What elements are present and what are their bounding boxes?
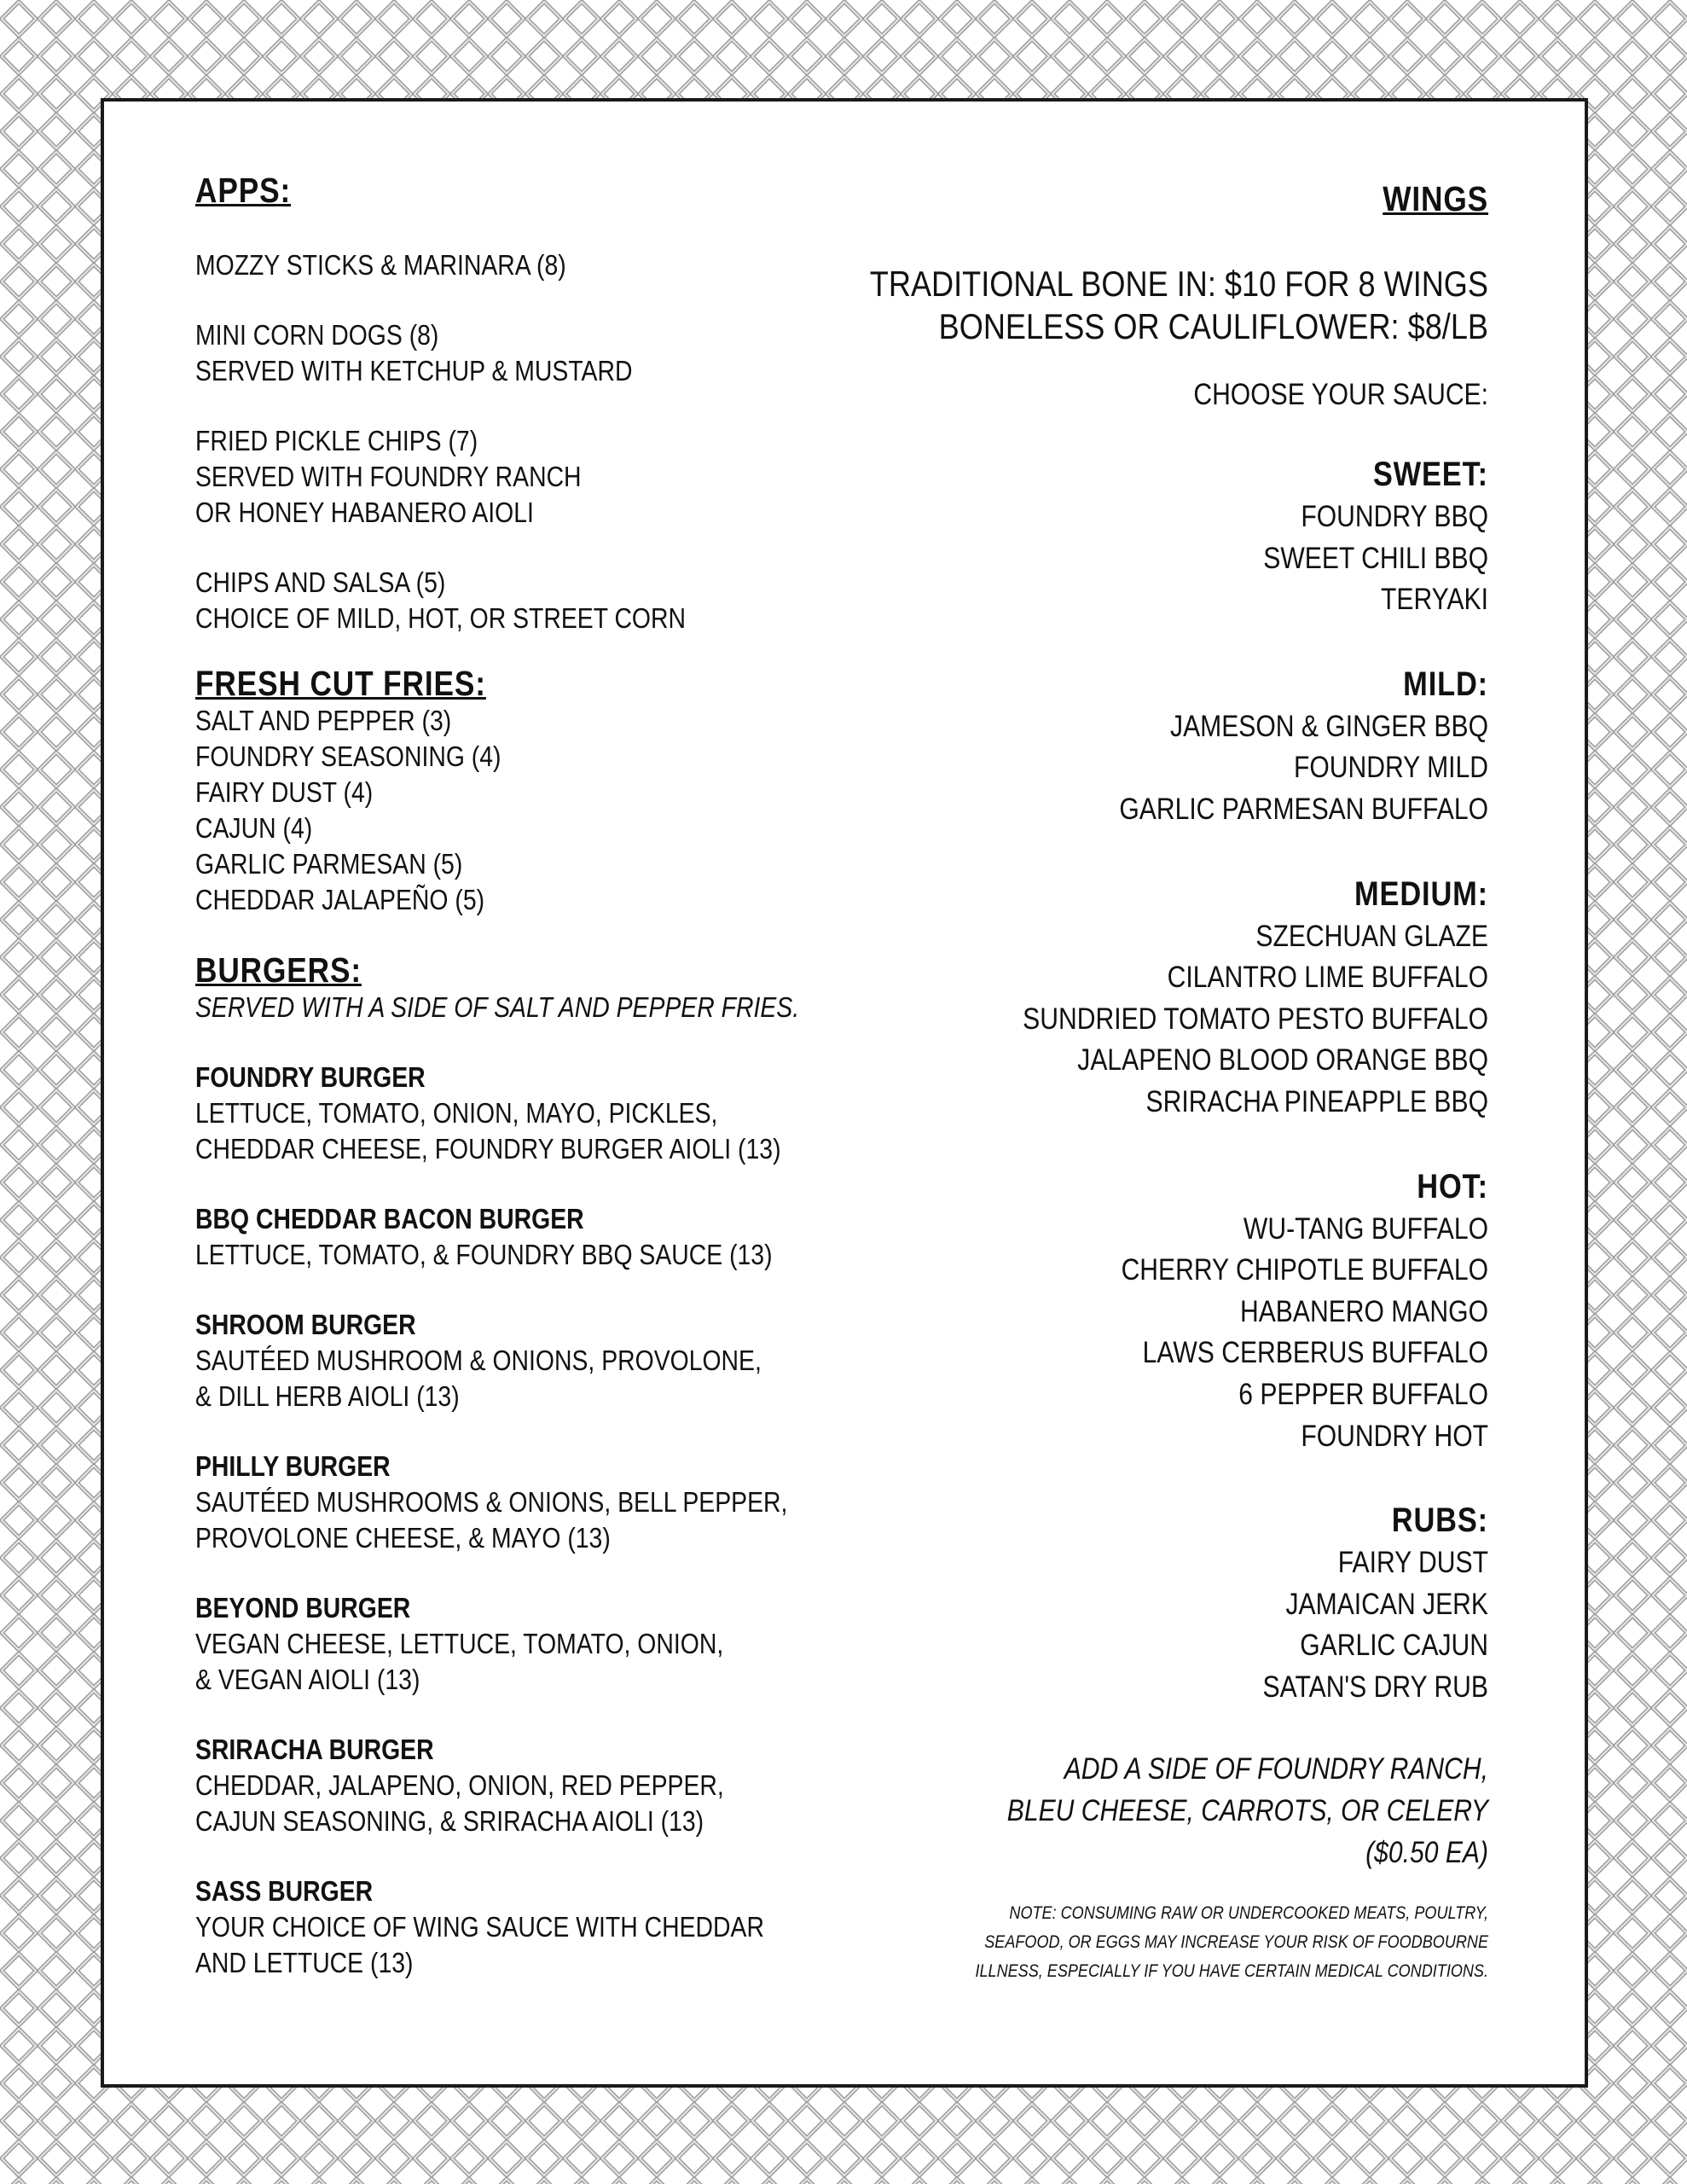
burger-desc: AND LETTUCE (13)	[195, 1947, 414, 1978]
sides-line: ADD A SIDE OF FOUNDRY RANCH,	[1064, 1752, 1488, 1786]
sauce-group-mild	[721, 662, 1488, 831]
sauce-group-title: MEDIUM:	[1354, 874, 1488, 913]
sauce-item: SUNDRIED TOMATO PESTO BUFFALO	[1023, 1002, 1488, 1036]
right-column	[721, 171, 1488, 1986]
item-line: MINI CORN DOGS (8)	[195, 319, 439, 351]
burger-desc: VEGAN CHEESE, LETTUCE, TOMATO, ONION,	[195, 1628, 724, 1659]
sauce-item: JAMESON & GINGER BBQ	[1170, 709, 1488, 743]
sides-line: BLEU CHEESE, CARROTS, OR CELERY	[1006, 1794, 1488, 1828]
burger-desc: PROVOLONE CHEESE, & MAYO (13)	[195, 1522, 611, 1554]
burgers-heading: BURGERS:	[195, 950, 362, 990]
burger-desc: YOUR CHOICE OF WING SAUCE WITH CHEDDAR	[195, 1911, 764, 1943]
disclaimer-line: NOTE: CONSUMING RAW OR UNDERCOOKED MEATS, POULTRY,	[1009, 1903, 1488, 1924]
sauce-group-rubs	[721, 1498, 1488, 1708]
burger-desc: CAJUN SEASONING, & SRIRACHA AIOLI (13)	[195, 1805, 704, 1837]
fries-item: SALT AND PEPPER (3)	[195, 705, 452, 736]
fries-item: GARLIC PARMESAN (5)	[195, 848, 463, 880]
item-line: CHOICE OF MILD, HOT, OR STREET CORN	[195, 602, 687, 634]
sauce-item: FOUNDRY BBQ	[1301, 500, 1488, 533]
disclaimer-line: SEAFOOD, OR EGGS MAY INCREASE YOUR RISK OF FOODBOURNE	[984, 1932, 1488, 1953]
sauce-item: GARLIC PARMESAN BUFFALO	[1119, 792, 1488, 826]
sauce-group-title: RUBS:	[1391, 1502, 1488, 1540]
burger-desc: LETTUCE, TOMATO, ONION, MAYO, PICKLES,	[195, 1097, 718, 1129]
burger-name: FOUNDRY BURGER	[195, 1061, 426, 1093]
wings-heading: WINGS	[1383, 179, 1488, 218]
sauce-item: CILANTRO LIME BUFFALO	[1167, 961, 1488, 995]
sauce-group-title: HOT:	[1417, 1167, 1488, 1205]
item-line: SERVED WITH FOUNDRY RANCH	[195, 461, 582, 492]
burger-desc: SAUTÉED MUSHROOMS & ONIONS, BELL PEPPER,	[195, 1486, 788, 1518]
wings-price-line: TRADITIONAL BONE IN: $10 FOR 8 WINGS	[869, 264, 1488, 304]
burger-name: SRIRACHA BURGER	[195, 1734, 434, 1765]
burger-desc: & VEGAN AIOLI (13)	[195, 1664, 420, 1695]
item-line: SERVED WITH KETCHUP & MUSTARD	[195, 355, 633, 386]
burger-name: SASS BURGER	[195, 1875, 374, 1907]
sauce-item: GARLIC CAJUN	[1300, 1629, 1488, 1663]
fries-item: CHEDDAR JALAPEÑO (5)	[195, 884, 485, 915]
sides-line: ($0.50 EA)	[1365, 1835, 1488, 1869]
sauce-item: HABANERO MANGO	[1239, 1294, 1488, 1328]
burger-desc: SAUTÉED MUSHROOM & ONIONS, PROVOLONE,	[195, 1345, 762, 1376]
sauce-item: FAIRY DUST	[1337, 1546, 1488, 1580]
sauce-group-sweet	[721, 452, 1488, 621]
sauce-item: WU-TANG BUFFALO	[1243, 1211, 1488, 1246]
sauce-item: LAWS CERBERUS BUFFALO	[1142, 1336, 1488, 1370]
sauce-item: CHERRY CHIPOTLE BUFFALO	[1121, 1253, 1488, 1287]
apps-heading: APPS:	[195, 171, 292, 210]
sauce-item: FOUNDRY MILD	[1293, 751, 1488, 785]
sauce-item: SZECHUAN GLAZE	[1255, 919, 1488, 953]
fries-item: FOUNDRY SEASONING (4)	[195, 741, 501, 772]
wings-price-line: BONELESS OR CAULIFLOWER: $8/LB	[938, 306, 1488, 346]
sauce-item: SWEET CHILI BBQ	[1263, 541, 1488, 575]
sauce-item: FOUNDRY HOT	[1301, 1419, 1488, 1453]
fries-item: CAJUN (4)	[195, 812, 313, 844]
sides-note	[721, 1749, 1488, 1873]
item-line: MOZZY STICKS & MARINARA (8)	[195, 249, 566, 281]
burger-desc: CHEDDAR, JALAPENO, ONION, RED PEPPER,	[195, 1769, 724, 1801]
burger-name: PHILLY BURGER	[195, 1450, 391, 1482]
disclaimer-line: ILLNESS, ESPECIALLY IF YOU HAVE CERTAIN MEDICAL CONDITIONS.	[975, 1961, 1488, 1982]
wings-prices	[721, 263, 1488, 348]
sauce-item: SRIRACHA PINEAPPLE BBQ	[1145, 1084, 1488, 1118]
burger-name: BEYOND BURGER	[195, 1592, 411, 1623]
health-disclaimer	[721, 1899, 1488, 1986]
choose-sauce-label: CHOOSE YOUR SAUCE:	[1193, 378, 1488, 411]
sauce-item: JAMAICAN JERK	[1285, 1587, 1488, 1621]
sauce-item: TERYAKI	[1380, 583, 1488, 617]
burgers-subtitle: SERVED WITH A SIDE OF SALT AND PEPPER FRIES.	[195, 991, 800, 1023]
burger-name: BBQ CHEDDAR BACON BURGER	[195, 1203, 584, 1234]
item-line: FRIED PICKLE CHIPS (7)	[195, 425, 478, 456]
sauce-group-hot	[721, 1165, 1488, 1458]
sauce-item: SATAN'S DRY RUB	[1262, 1670, 1488, 1704]
fries-heading: FRESH CUT FRIES:	[195, 664, 486, 703]
sauce-group-title: SWEET:	[1372, 456, 1488, 493]
fries-item: FAIRY DUST (4)	[195, 776, 374, 808]
burger-name: SHROOM BURGER	[195, 1309, 416, 1340]
burger-desc: CHEDDAR CHEESE, FOUNDRY BURGER AIOLI (13)	[195, 1133, 781, 1165]
sauce-item: JALAPENO BLOOD ORANGE BBQ	[1077, 1043, 1488, 1077]
item-line: OR HONEY HABANERO AIOLI	[195, 497, 534, 528]
burger-desc: LETTUCE, TOMATO, & FOUNDRY BBQ SAUCE (13)	[195, 1239, 773, 1270]
burger-desc: & DILL HERB AIOLI (13)	[195, 1380, 460, 1412]
sauce-item: 6 PEPPER BUFFALO	[1238, 1377, 1488, 1411]
sauce-group-medium	[721, 872, 1488, 1124]
item-line: CHIPS AND SALSA (5)	[195, 566, 446, 598]
sauce-group-title: MILD:	[1403, 665, 1488, 703]
